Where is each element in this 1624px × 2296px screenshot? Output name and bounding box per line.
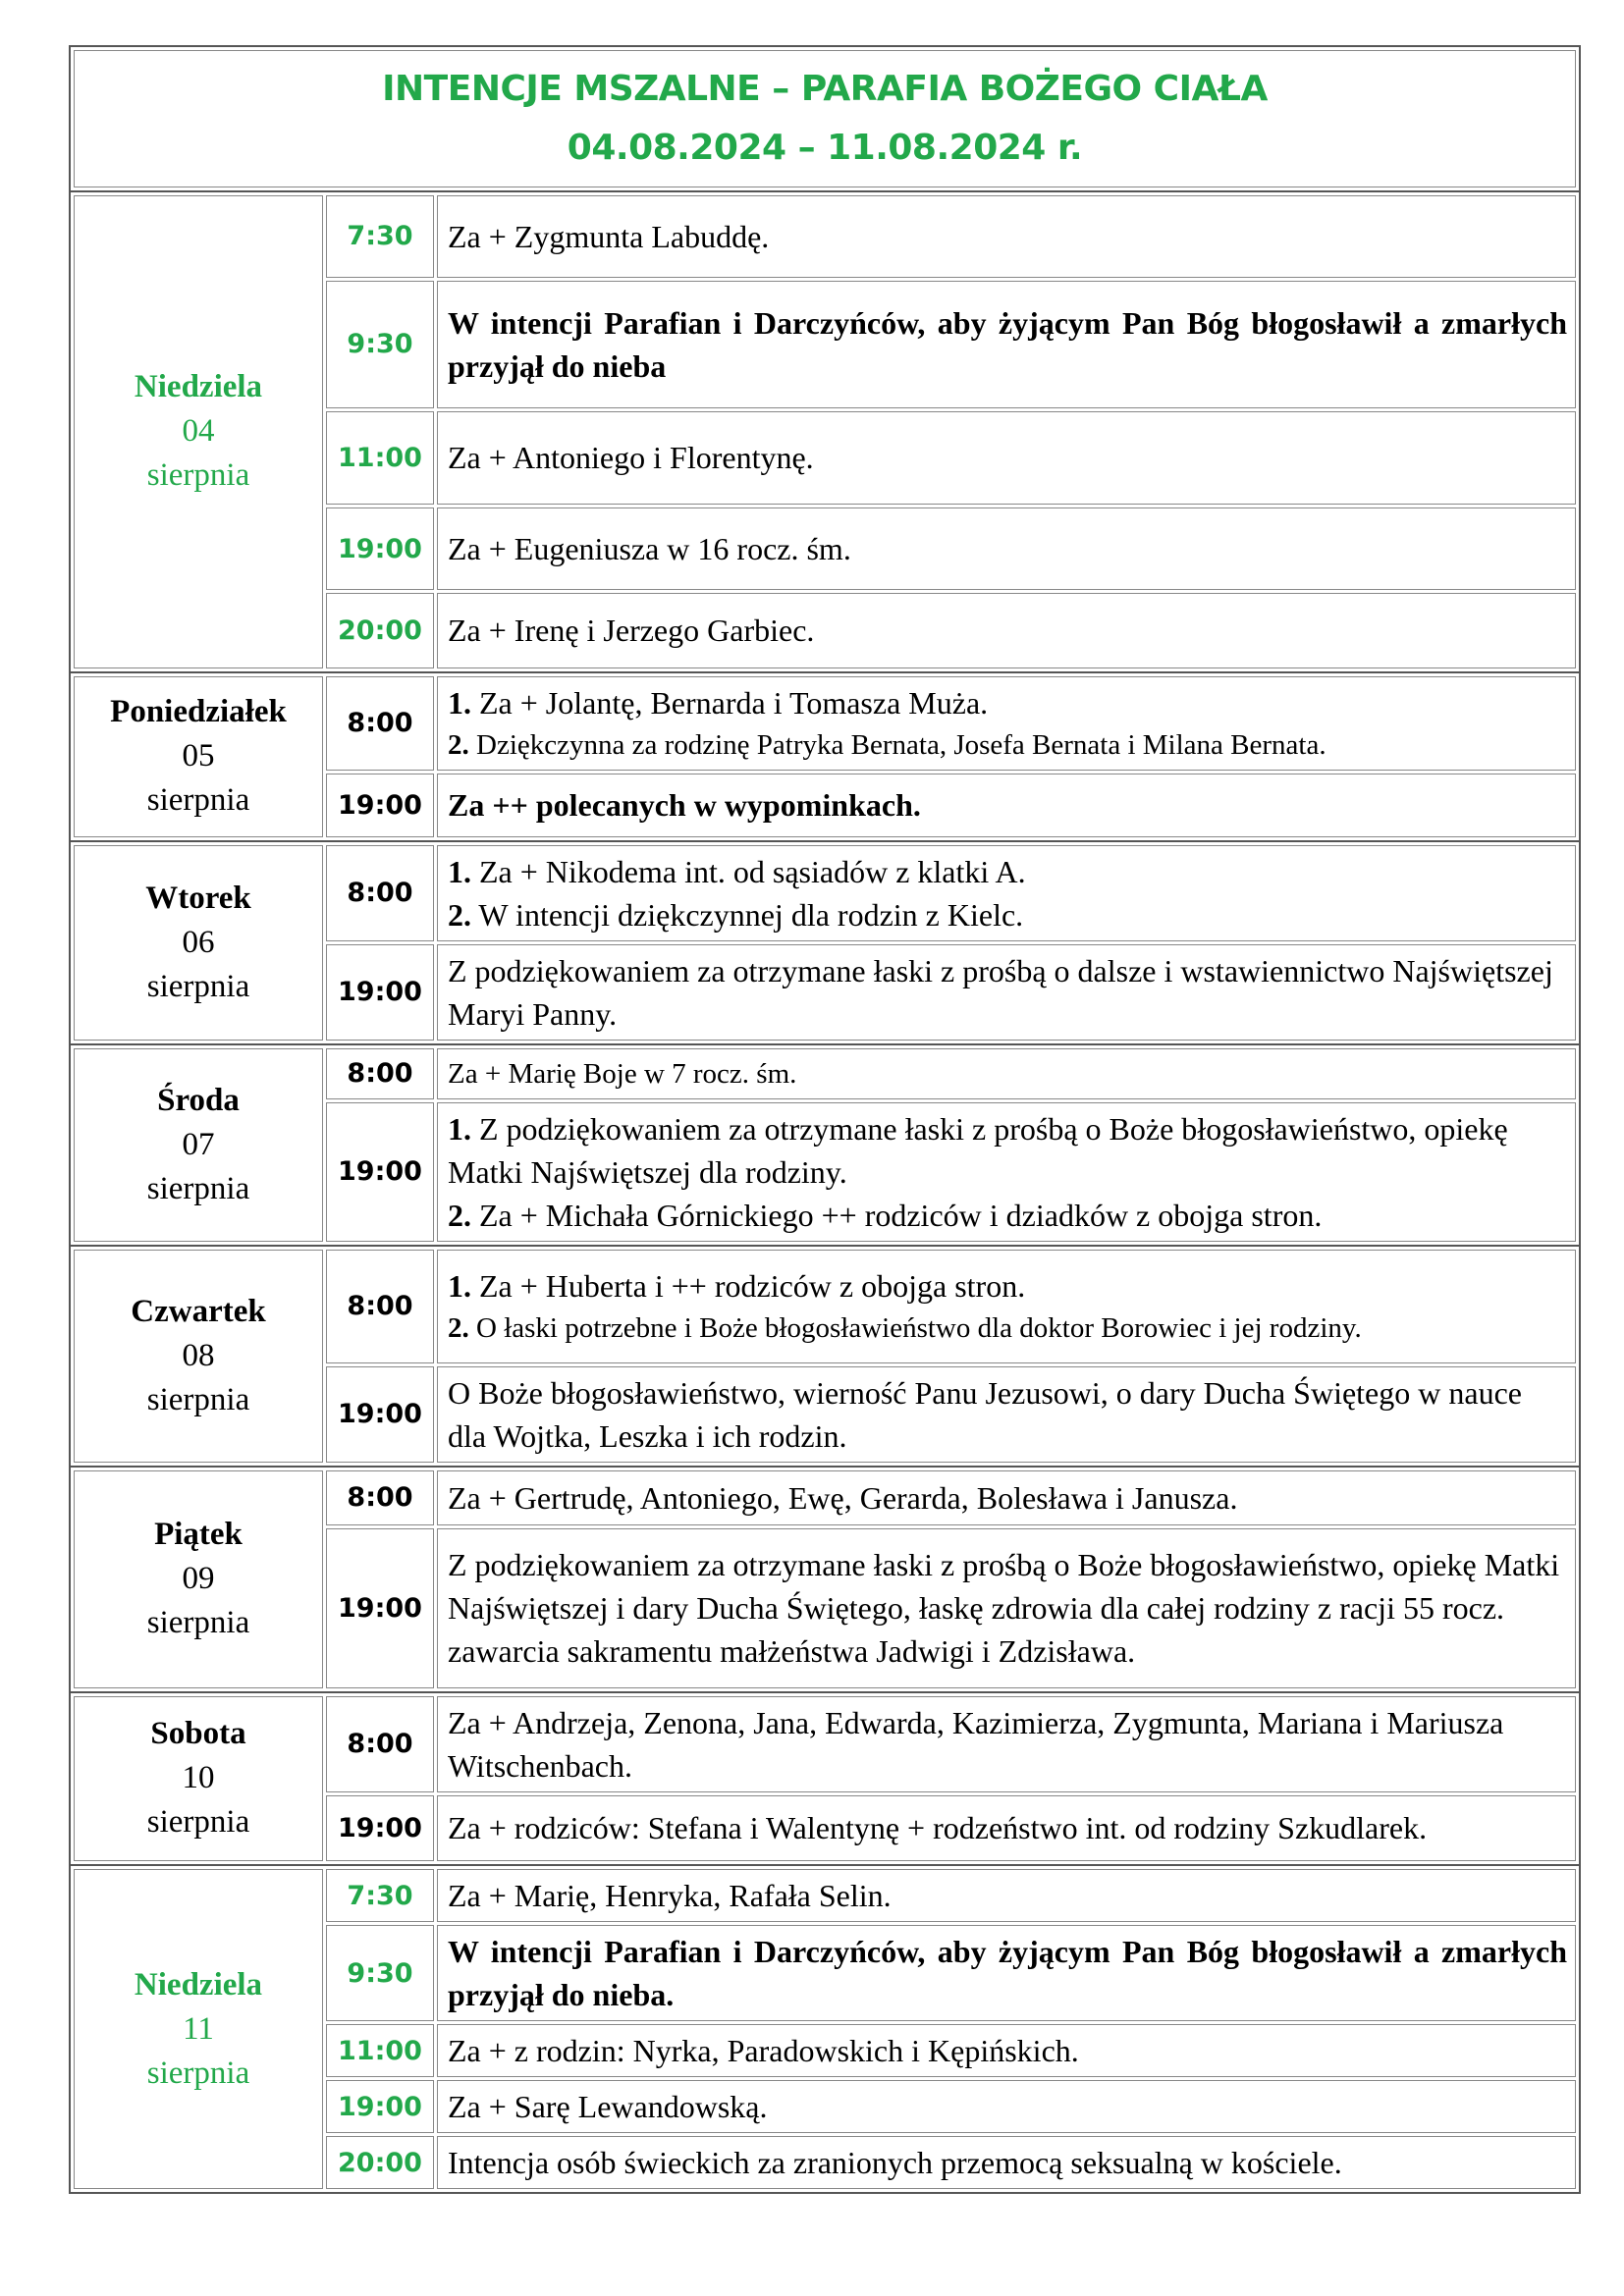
mass-time: 9:30 bbox=[326, 281, 434, 408]
intention-text: W intencji Parafian i Darczyńców, aby żyjącym Pan Bóg błogosławił a zmarłych przyjął do nieba bbox=[448, 304, 1567, 384]
mass-row bbox=[326, 411, 1576, 505]
day-day: 10 bbox=[182, 1760, 215, 1796]
mass-intention bbox=[437, 1048, 1576, 1099]
intention-line bbox=[448, 681, 1567, 724]
intention-text: O łaski potrzebne i Boże błogosławieństwo dla doktor Borowiec i jej rodziny. bbox=[476, 1311, 1362, 1344]
mass-row bbox=[326, 1470, 1576, 1525]
day-month: sierpnia bbox=[146, 457, 250, 494]
mass-time: 7:30 bbox=[326, 1869, 434, 1922]
day-block bbox=[71, 190, 1579, 671]
day-name: Niedziela bbox=[134, 369, 263, 405]
mass-intention bbox=[437, 1250, 1576, 1363]
day-block bbox=[71, 1691, 1579, 1864]
mass-intention bbox=[437, 1925, 1576, 2021]
mass-intention bbox=[437, 1869, 1576, 1922]
intention-text: Za + Antoniego i Florentynę. bbox=[448, 440, 814, 476]
intention-line bbox=[448, 783, 1567, 827]
intention-text: Za + Huberta i ++ rodziców z obojga stron. bbox=[479, 1267, 1026, 1304]
day-day: 06 bbox=[182, 924, 215, 960]
intention-line bbox=[448, 1476, 1567, 1520]
intention-line bbox=[448, 1264, 1567, 1308]
mass-time: 19:00 bbox=[326, 2080, 434, 2133]
mass-row bbox=[326, 1250, 1576, 1363]
intention-line bbox=[448, 850, 1567, 893]
intention-text: Za + Sarę Lewandowską. bbox=[448, 2089, 768, 2124]
intention-number: 1. bbox=[448, 1267, 471, 1304]
intention-line bbox=[448, 436, 1567, 479]
mass-row bbox=[326, 1528, 1576, 1688]
intention-text: Dziękczynna za rodzinę Patryka Bernata, Josefa Bernata i Milana Bernata. bbox=[476, 728, 1326, 761]
mass-row bbox=[326, 1048, 1576, 1099]
intention-number: 2. bbox=[448, 1311, 469, 1344]
mass-time: 7:30 bbox=[326, 195, 434, 278]
day-month: sierpnia bbox=[146, 1170, 250, 1206]
mass-intention bbox=[437, 2080, 1576, 2133]
mass-intention bbox=[437, 1528, 1576, 1688]
intention-line bbox=[448, 527, 1567, 570]
day-block bbox=[71, 1864, 1579, 2192]
mass-intention bbox=[437, 507, 1576, 590]
day-label bbox=[74, 195, 323, 668]
mass-intention bbox=[437, 1696, 1576, 1792]
intention-text: Za ++ polecanych w wypominkach. bbox=[448, 787, 921, 824]
intention-line bbox=[448, 1053, 1567, 1095]
mass-row bbox=[326, 195, 1576, 278]
sheet-dates: 04.08.2024 – 11.08.2024 r. bbox=[567, 128, 1083, 168]
mass-intention bbox=[437, 1795, 1576, 1861]
mass-intention bbox=[437, 1470, 1576, 1525]
intention-text: Za + Jolantę, Bernarda i Tomasza Muża. bbox=[479, 684, 989, 721]
day-block bbox=[71, 1043, 1579, 1245]
mass-row bbox=[326, 1925, 1576, 2021]
mass-row bbox=[326, 507, 1576, 590]
intention-line bbox=[448, 2085, 1567, 2128]
mass-intention bbox=[437, 774, 1576, 837]
mass-time: 8:00 bbox=[326, 1048, 434, 1099]
mass-intention bbox=[437, 944, 1576, 1041]
mass-intention bbox=[437, 2024, 1576, 2077]
mass-intention bbox=[437, 2136, 1576, 2189]
mass-time: 19:00 bbox=[326, 774, 434, 837]
intention-line bbox=[448, 949, 1567, 1036]
day-month: sierpnia bbox=[146, 968, 250, 1004]
intention-number: 2. bbox=[448, 1197, 471, 1233]
intention-text: O Boże błogosławieństwo, wierność Panu Jezusowi, o dary Ducha Świętego w nauce dla Wojtka, Leszka i ich rodzin. bbox=[448, 1374, 1522, 1454]
intention-line bbox=[448, 1107, 1567, 1194]
intention-number: 1. bbox=[448, 1110, 471, 1147]
intention-text: Za + Eugeniusza w 16 rocz. śm. bbox=[448, 531, 851, 567]
day-name: Sobota bbox=[150, 1716, 246, 1752]
intention-text: Za + Andrzeja, Zenona, Jana, Edwarda, Kazimierza, Zygmunta, Mariana i Mariusza Witschenbach. bbox=[448, 1704, 1504, 1784]
day-name: Poniedziałek bbox=[110, 694, 287, 730]
mass-intention bbox=[437, 411, 1576, 505]
mass-time: 19:00 bbox=[326, 1528, 434, 1688]
intention-line bbox=[448, 1930, 1567, 2016]
intention-text: Z podziękowaniem za otrzymane łaski z prośbą o Boże błogosławieństwo, opiekę Matki Najświętszej i dary Ducha Świętego, łaskę zdrowia dla całej rodziny z racji 55 rocz. zawarcia sakramentu małżeństwa Jadwigi i Zdzisława. bbox=[448, 1547, 1560, 1670]
intention-line bbox=[448, 2029, 1567, 2072]
mass-time: 19:00 bbox=[326, 1366, 434, 1463]
intention-text: Za + Nikodema int. od sąsiadów z klatki A. bbox=[479, 853, 1026, 889]
day-block bbox=[71, 840, 1579, 1043]
day-day: 11 bbox=[183, 2010, 214, 2047]
day-month: sierpnia bbox=[146, 2055, 250, 2091]
day-label bbox=[74, 1869, 323, 2189]
intention-number: 2. bbox=[448, 728, 469, 761]
intention-line bbox=[448, 893, 1567, 936]
schedule-table bbox=[71, 190, 1579, 2192]
day-block bbox=[71, 1466, 1579, 1691]
intention-text: Za + rodziców: Stefana i Walentynę + rodzeństwo int. od rodziny Szkudlarek. bbox=[448, 1810, 1428, 1846]
mass-row bbox=[326, 1366, 1576, 1463]
mass-time: 20:00 bbox=[326, 2136, 434, 2189]
day-month: sierpnia bbox=[146, 1804, 250, 1841]
intention-line bbox=[448, 1194, 1567, 1237]
day-day: 05 bbox=[182, 738, 215, 774]
intention-text: W intencji dziękczynnej dla rodzin z Kielc. bbox=[478, 896, 1024, 933]
mass-intention bbox=[437, 195, 1576, 278]
intention-text: Za + z rodzin: Nyrka, Paradowskich i Kępińskich. bbox=[448, 2033, 1079, 2068]
day-month: sierpnia bbox=[146, 1381, 250, 1417]
mass-row bbox=[326, 593, 1576, 667]
day-label bbox=[74, 1696, 323, 1861]
mass-row bbox=[326, 2136, 1576, 2189]
intention-line bbox=[448, 301, 1567, 388]
sheet-header bbox=[74, 50, 1576, 187]
mass-time: 11:00 bbox=[326, 411, 434, 505]
intention-line bbox=[448, 2141, 1567, 2184]
mass-row bbox=[326, 2024, 1576, 2077]
mass-row bbox=[326, 845, 1576, 941]
intention-text: Z podziękowaniem za otrzymane łaski z prośbą o Boże błogosławieństwo, opiekę Matki Najświętszej dla rodziny. bbox=[448, 1110, 1508, 1190]
mass-row bbox=[326, 944, 1576, 1041]
mass-time: 8:00 bbox=[326, 1470, 434, 1525]
day-label bbox=[74, 1470, 323, 1688]
intention-line bbox=[448, 1701, 1567, 1788]
intention-number: 1. bbox=[448, 684, 471, 721]
intention-text: Za + Zygmunta Labuddę. bbox=[448, 218, 770, 254]
sheet-title: INTENCJE MSZALNE – PARAFIA BOŻEGO CIAŁA bbox=[382, 69, 1268, 109]
intentions-sheet bbox=[69, 45, 1581, 2194]
mass-row bbox=[326, 1869, 1576, 1922]
day-name: Piątek bbox=[154, 1517, 243, 1553]
mass-intention bbox=[437, 593, 1576, 667]
intention-line bbox=[448, 1806, 1567, 1849]
day-name: Środa bbox=[157, 1082, 240, 1118]
intention-line bbox=[448, 724, 1567, 766]
day-label bbox=[74, 1048, 323, 1242]
intention-text: Za + Marię Boje w 7 rocz. śm. bbox=[448, 1057, 797, 1090]
mass-time: 11:00 bbox=[326, 2024, 434, 2077]
intention-text: W intencji Parafian i Darczyńców, aby żyjącym Pan Bóg błogosławił a zmarłych przyjął do nieba. bbox=[448, 1934, 1567, 2012]
mass-row bbox=[326, 676, 1576, 771]
intention-text: Za + Irenę i Jerzego Garbiec. bbox=[448, 613, 815, 649]
day-day: 09 bbox=[182, 1561, 215, 1597]
mass-row bbox=[326, 281, 1576, 408]
mass-time: 19:00 bbox=[326, 507, 434, 590]
mass-intention bbox=[437, 1102, 1576, 1242]
day-month: sierpnia bbox=[146, 782, 250, 819]
mass-intention bbox=[437, 676, 1576, 771]
mass-time: 20:00 bbox=[326, 593, 434, 667]
day-day: 04 bbox=[182, 413, 215, 450]
intention-text: Za + Michała Górnickiego ++ rodziców i dziadków z obojga stron. bbox=[479, 1197, 1323, 1233]
mass-time: 8:00 bbox=[326, 1696, 434, 1792]
intention-line bbox=[448, 1371, 1567, 1458]
day-month: sierpnia bbox=[146, 1605, 250, 1641]
mass-time: 8:00 bbox=[326, 676, 434, 771]
day-day: 08 bbox=[182, 1337, 215, 1373]
mass-row bbox=[326, 2080, 1576, 2133]
day-label bbox=[74, 1250, 323, 1463]
mass-row bbox=[326, 1795, 1576, 1861]
mass-time: 8:00 bbox=[326, 845, 434, 941]
mass-intention bbox=[437, 281, 1576, 408]
intention-text: Za + Marię, Henryka, Rafała Selin. bbox=[448, 1878, 892, 1913]
intention-text: Z podziękowaniem za otrzymane łaski z prośbą o dalsze i wstawiennictwo Najświętszej Maryi Panny. bbox=[448, 952, 1553, 1032]
day-block bbox=[71, 1245, 1579, 1466]
mass-time: 19:00 bbox=[326, 1102, 434, 1242]
intention-line bbox=[448, 609, 1567, 652]
intention-line bbox=[448, 215, 1567, 258]
mass-time: 19:00 bbox=[326, 1795, 434, 1861]
mass-intention bbox=[437, 1366, 1576, 1463]
intention-text: Za + Gertrudę, Antoniego, Ewę, Gerarda, Bolesława i Janusza. bbox=[448, 1479, 1238, 1516]
mass-time: 9:30 bbox=[326, 1925, 434, 2021]
intention-line bbox=[448, 1874, 1567, 1917]
mass-intention bbox=[437, 845, 1576, 941]
mass-time: 8:00 bbox=[326, 1250, 434, 1363]
intention-text: Intencja osób świeckich za zranionych przemocą seksualną w kościele. bbox=[448, 2145, 1342, 2180]
day-label bbox=[74, 676, 323, 837]
day-name: Niedziela bbox=[134, 1966, 263, 2002]
day-day: 07 bbox=[182, 1126, 215, 1162]
intention-number: 1. bbox=[448, 853, 471, 889]
mass-row bbox=[326, 1696, 1576, 1792]
mass-time: 19:00 bbox=[326, 944, 434, 1041]
day-name: Wtorek bbox=[145, 880, 251, 916]
mass-row bbox=[326, 1102, 1576, 1242]
intention-line bbox=[448, 1308, 1567, 1349]
intention-number: 2. bbox=[448, 896, 471, 933]
day-name: Czwartek bbox=[131, 1293, 266, 1329]
mass-row bbox=[326, 774, 1576, 837]
intention-line bbox=[448, 1543, 1567, 1673]
day-block bbox=[71, 671, 1579, 840]
day-label bbox=[74, 845, 323, 1041]
